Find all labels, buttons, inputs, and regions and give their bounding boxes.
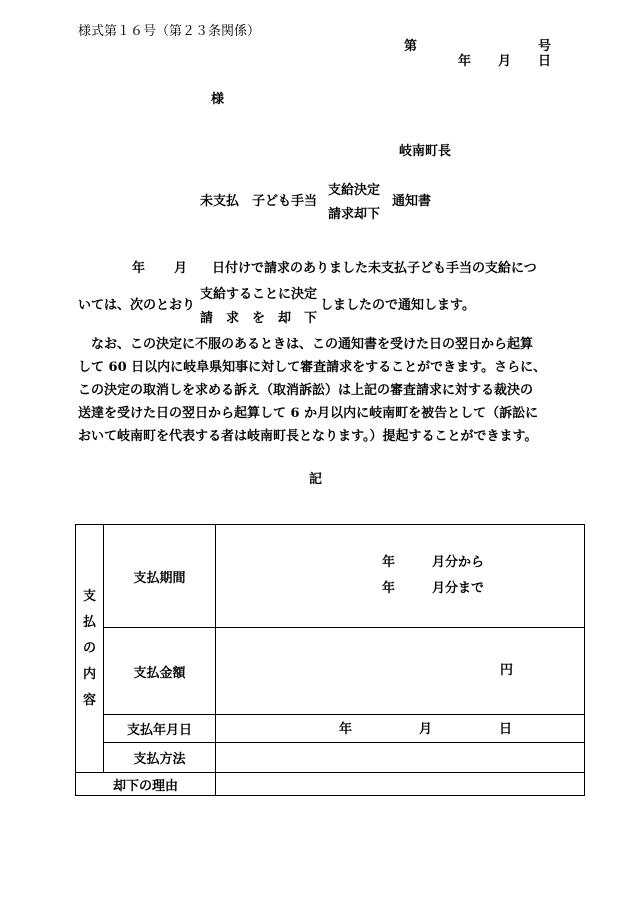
payment-date-month: 月 xyxy=(419,722,433,737)
amount-label: 支払金額 xyxy=(104,628,216,715)
payment-date-day: 日 xyxy=(499,722,513,737)
section-label-char: 支 xyxy=(82,588,96,604)
payment-date-label: 支払年月日 xyxy=(104,715,216,743)
section-label-char: 内 xyxy=(82,666,96,682)
title-option-reject: 請求却下 xyxy=(328,207,381,222)
notice-line: この決定の取消しを求める訴え（取消訴訟）は上記の審査請求に対する裁決の xyxy=(78,383,534,398)
notice-paragraph xyxy=(78,333,553,448)
body-option-approve: 支給することに決定 xyxy=(200,287,318,302)
issuer-name: 岐南町長 xyxy=(399,144,452,159)
title-option-approve: 支給決定 xyxy=(328,183,381,198)
period-to-year: 年 xyxy=(382,581,396,596)
form-number: 様式第１６号（第２３条関係） xyxy=(78,24,261,39)
date-day: 日 xyxy=(538,54,552,69)
notice-line: おいて岐南町を代表する者は岐南町長となります。）提起することができます。 xyxy=(78,429,538,444)
rejection-reason-cell[interactable] xyxy=(216,773,585,796)
doc-number-go: 号 xyxy=(538,39,552,54)
amount-unit: 円 xyxy=(500,663,514,678)
payment-date-year: 年 xyxy=(339,722,353,737)
title-prefix: 未支払 子ども手当 xyxy=(200,194,318,209)
addressee-suffix: 様 xyxy=(211,92,225,107)
body-line2-prefix: いては、次のとおり xyxy=(78,298,196,313)
section-label-char: 容 xyxy=(82,692,96,708)
period-from-year: 年 xyxy=(382,555,396,570)
body-line1-text: 日付けで請求のありました未支払子ども手当の支給につ xyxy=(212,261,537,276)
body-year: 年 xyxy=(132,261,146,276)
period-label: 支払期間 xyxy=(104,525,216,628)
payment-detail-table xyxy=(75,524,585,796)
ki-label: 記 xyxy=(309,472,323,487)
payment-date-cell[interactable] xyxy=(216,715,585,743)
date-month: 月 xyxy=(498,54,512,69)
body-line2-suffix: しましたので通知します。 xyxy=(320,298,475,313)
payment-method-label: 支払方法 xyxy=(104,743,216,773)
section-label-char: 払 xyxy=(82,614,96,630)
body-option-reject: 請 求 を 却 下 xyxy=(200,311,318,326)
amount-value-cell[interactable] xyxy=(216,628,585,715)
body-month: 月 xyxy=(174,261,188,276)
period-to: 月分まで xyxy=(432,581,485,596)
rejection-reason-label-cell xyxy=(76,773,216,796)
period-value-cell[interactable] xyxy=(216,525,585,628)
section-label-char: の xyxy=(82,640,96,656)
title-suffix: 通知書 xyxy=(392,194,432,209)
notice-line: して 60 日以内に岐阜県知事に対して審査請求をすることができます。さらに、 xyxy=(78,360,547,375)
notice-line: なお、この決定に不服のあるときは、この通知書を受けた日の翌日から起算 xyxy=(91,337,534,352)
section-label-cell xyxy=(76,525,104,773)
doc-number-dai: 第 xyxy=(404,39,418,54)
notice-line: 送達を受けた日の翌日から起算して 6 か月以内に岐南町を被告として（訴訟に xyxy=(78,406,539,421)
period-from: 月分から xyxy=(432,555,485,570)
rejection-reason-label: 却下の理由 xyxy=(113,778,179,794)
date-year: 年 xyxy=(458,54,472,69)
payment-method-cell[interactable] xyxy=(216,743,585,773)
